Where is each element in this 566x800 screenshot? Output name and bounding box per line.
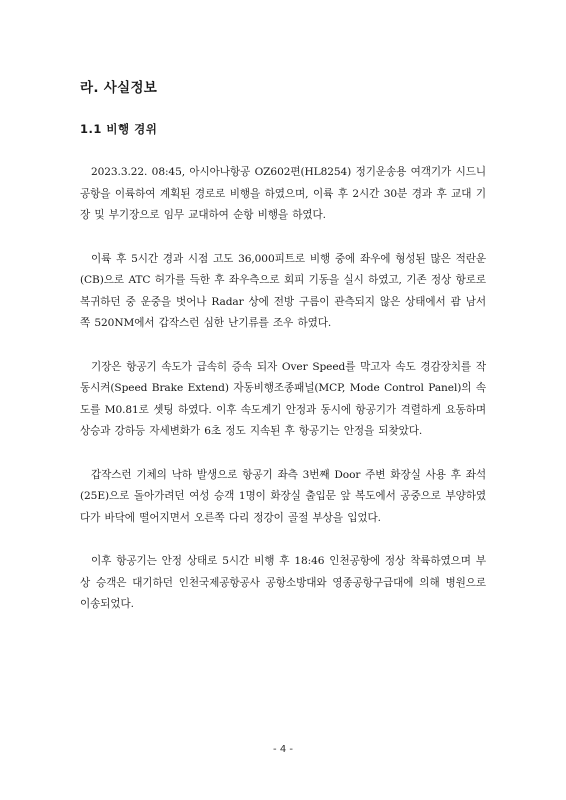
paragraph: 2023.3.22. 08:45, 아시아나항공 OZ602편(HL8254) 정기운송용 여객기가 시드니 공항을 이륙하여 계획된 경로로 비행을 하였으며, 이륙 후 2시간 30분 경과 후 교대 기장 및 부기장으로 임무 교대하여 순항 비행을 하였다.	[80, 166, 486, 221]
sub-heading: 1.1 비행 경위	[80, 122, 158, 136]
paragraph: 이후 항공기는 안정 상태로 5시간 비행 후 18:46 인천공항에 정상 착륙하였으며 부상 승객은 대기하던 인천국제공항공사 공항소방대와 영종공항구급대에 의해 병원으로 이송되었다.	[80, 555, 486, 610]
body-text	[80, 162, 486, 638]
paragraph: 이륙 후 5시간 경과 시점 고도 36,000피트로 비행 중에 좌우에 형성된 많은 적란운(CB)으로 ATC 허가를 득한 후 좌우측으로 회피 기동을 실시 하였고, 기존 정상 항로로 복귀하던 중 운중을 벗어나 Radar 상에 전방 구름이 관측되지 않은 상태에서 괌 남서쪽 520NM에서 갑작스런 심한 난기류를 조우 하였다.	[80, 252, 486, 329]
paragraph: 기장은 항공기 속도가 급속히 증속 되자 Over Speed를 막고자 속도 경감장치를 작동시켜(Speed Brake Extend) 자동비행조종패널(MCP, Mode Control Panel)의 속도를 M0.81로 셋팅 하였다. 이후 속도계기 안정과 동시에 항공기가 격렬하게 요동하며 상승과 강하등 자세변화가 6초 정도 지속된 후 항공기는 안정을 되찾았다.	[80, 360, 486, 437]
paragraph: 갑작스런 기체의 낙하 발생으로 항공기 좌측 3번째 Door 주변 화장실 사용 후 좌석(25E)으로 돌아가려던 여성 승객 1명이 화장실 출입문 앞 복도에서 공중으로 부양하였다가 바닥에 떨어지면서 오른쪽 다리 정강이 골절 부상을 입었다.	[80, 468, 486, 524]
section-heading: 라. 사실정보	[80, 80, 158, 96]
page-number: - 4 -	[273, 744, 293, 755]
